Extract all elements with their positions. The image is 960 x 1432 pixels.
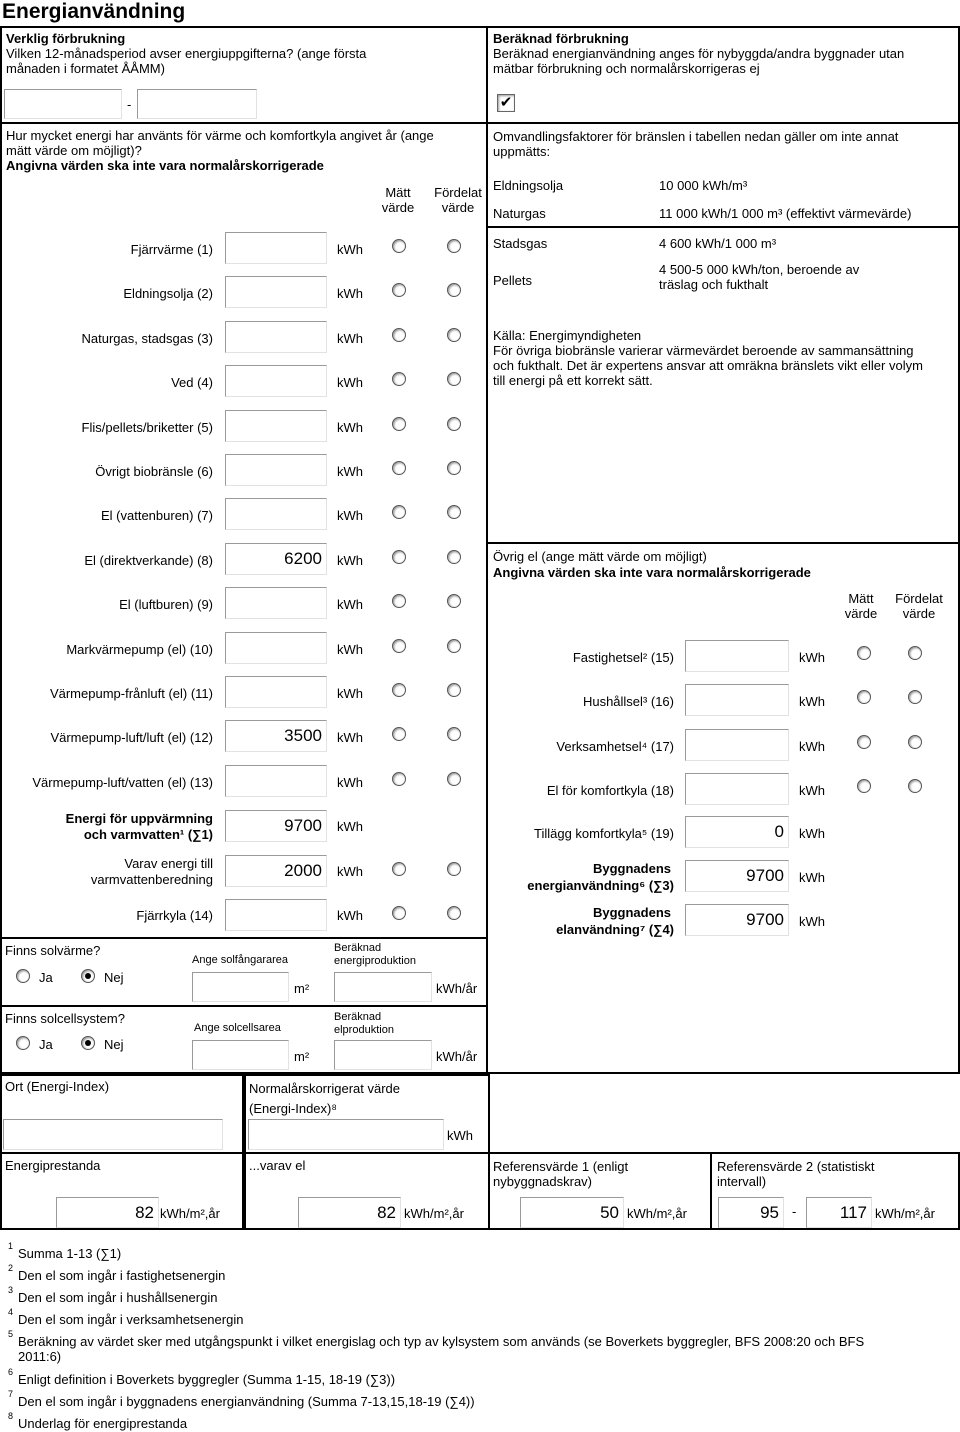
other-el-row-value[interactable] bbox=[685, 773, 789, 805]
sum1-label-line1: Energi för uppvärmning bbox=[65, 811, 213, 826]
solar-pv-area-label: Ange solcellsarea bbox=[194, 1022, 281, 1034]
footnote-number: 6 bbox=[8, 1367, 14, 1377]
comfort-add-value[interactable]: 0 bbox=[685, 816, 789, 848]
other-el-row-distributed-radio[interactable] bbox=[908, 779, 922, 793]
energy-row-unit: kWh bbox=[337, 642, 363, 657]
footnote-text: Beräkning av värdet sker med utgångspunkt i vilket energislag och typ av kylsystem som används (se Boverkets byggregler, BFS 2008:20 och BFS 2011:6) bbox=[18, 1334, 865, 1364]
other-el-row-measured-radio[interactable] bbox=[857, 779, 871, 793]
energy-row-label: El (direktverkande) (8) bbox=[84, 553, 213, 568]
page-title: Energianvändning bbox=[2, 0, 186, 23]
energy-row-unit: kWh bbox=[337, 508, 363, 523]
footnote-text: Den el som ingår i hushållsenergin bbox=[18, 1290, 218, 1305]
el-label: ...varav el bbox=[249, 1158, 306, 1173]
sum3-unit: kWh bbox=[799, 870, 825, 885]
solar-thermal-prod-label: Beräknad energiproduktion bbox=[334, 942, 416, 967]
energy-row-measured-radio[interactable] bbox=[392, 417, 406, 431]
ref2-dash: - bbox=[792, 1204, 797, 1219]
footnote bbox=[8, 1411, 188, 1431]
other-el-row-unit: kWh bbox=[799, 783, 825, 798]
factor-value-naturalgas: 11 000 kWh/1 000 m³ (effektivt värmevärde) bbox=[659, 206, 912, 221]
energy-row-value[interactable]: 6200 bbox=[225, 543, 327, 575]
footnote-text: Den el som ingår i byggnadens energianvändning (Summa 7-13,15,18-19 (∑4)) bbox=[18, 1394, 475, 1409]
sum1-unit: kWh bbox=[337, 819, 363, 834]
other-el-row-value[interactable] bbox=[685, 684, 789, 716]
period-question: Vilken 12-månadsperiod avser energiuppgifterna? (ange första månaden i formatet ÅÅMM) bbox=[6, 46, 367, 76]
energy-row-distributed-radio[interactable] bbox=[447, 505, 461, 519]
energy-row-measured-radio[interactable] bbox=[392, 328, 406, 342]
energy-row-unit: kWh bbox=[337, 375, 363, 390]
energy-note: Angivna värden ska inte vara normalårskorrigerade bbox=[6, 158, 324, 173]
hotwater-distributed-radio[interactable] bbox=[447, 862, 461, 876]
energy-row-label: Markvärmepump (el) (10) bbox=[66, 642, 213, 657]
other-el-row-measured-radio[interactable] bbox=[857, 690, 871, 704]
solar-thermal-yes-label: Ja bbox=[39, 970, 53, 985]
footnote-number: 5 bbox=[8, 1329, 14, 1339]
solar-pv-yes-radio[interactable] bbox=[16, 1036, 30, 1050]
other-el-row-value[interactable] bbox=[685, 640, 789, 672]
col-measured-header: Mätt värde bbox=[381, 185, 415, 215]
hotwater-unit: kWh bbox=[337, 864, 363, 879]
sum4-unit: kWh bbox=[799, 914, 825, 929]
sum1-label-line2: och varmvatten¹ (∑1) bbox=[83, 827, 213, 842]
factors-source: Källa: Energimyndigheten bbox=[493, 328, 642, 343]
header-divider bbox=[0, 122, 960, 124]
energy-row-label: Fjärrvärme (1) bbox=[130, 242, 213, 257]
solar-thermal-area-unit: m² bbox=[294, 981, 310, 996]
energy-question: Hur mycket energi har använts för värme och komfortkyla angivet år (ange mätt värde om möjligt)? bbox=[6, 128, 434, 158]
other-el-row-label: Hushållsel³ (16) bbox=[582, 694, 674, 709]
energy-row-value[interactable] bbox=[225, 676, 327, 708]
footnote-text: Den el som ingår i fastighetsenergin bbox=[18, 1268, 226, 1283]
other-el-row-distributed-radio[interactable] bbox=[908, 735, 922, 749]
energy-row-unit: kWh bbox=[337, 420, 363, 435]
energy-row-distributed-radio[interactable] bbox=[447, 639, 461, 653]
col-distributed-header: Fördelat värde bbox=[434, 185, 482, 215]
solar-pv-area-input[interactable] bbox=[192, 1040, 289, 1070]
energy-row-label: Övrigt biobränsle (6) bbox=[95, 464, 213, 479]
factor-value-oil: 10 000 kWh/m³ bbox=[659, 178, 748, 193]
performance-label: Energiprestanda bbox=[5, 1158, 101, 1173]
footnote-number: 7 bbox=[8, 1389, 14, 1399]
energy-row-label: Flis/pellets/briketter (5) bbox=[81, 420, 213, 435]
energy-row-value[interactable] bbox=[225, 632, 327, 664]
energy-row-label: Värmepump-frånluft (el) (11) bbox=[49, 686, 213, 701]
other-el-row-label: Verksamhetsel⁴ (17) bbox=[556, 739, 674, 754]
other-el-row-label: El för komfortkyla (18) bbox=[546, 783, 674, 798]
normal-year-label: Normalårskorrigerat värde (Energi-Index)⁸ bbox=[249, 1081, 400, 1116]
energy-row-measured-radio[interactable] bbox=[392, 505, 406, 519]
footnote-text: Underlag för energiprestanda bbox=[18, 1416, 188, 1431]
sum4-label-line2: elanvändning⁷ (∑4) bbox=[556, 922, 674, 937]
ref1-label: Referensvärde 1 (enligt nybyggnadskrav) bbox=[493, 1159, 629, 1189]
location-input[interactable] bbox=[3, 1119, 223, 1150]
energy-row-value[interactable] bbox=[225, 765, 327, 797]
factor-fuel-naturalgas: Naturgas bbox=[493, 206, 546, 221]
energy-row-distributed-radio[interactable] bbox=[447, 239, 461, 253]
other-el-row-measured-radio[interactable] bbox=[857, 735, 871, 749]
footnote-number: 1 bbox=[8, 1241, 14, 1251]
solar-thermal-area-label: Ange solfångararea bbox=[192, 954, 289, 966]
calculated-description: Beräknad energianvändning anges för nybyggda/andra byggnader utan mätbar förbrukning och normalårskorrigeras ej bbox=[493, 46, 905, 76]
energy-row-distributed-radio[interactable] bbox=[447, 594, 461, 608]
energy-row-value[interactable] bbox=[225, 410, 327, 442]
comfort-add-unit: kWh bbox=[799, 826, 825, 841]
other-el-row-label: Fastighetsel² (15) bbox=[572, 650, 674, 665]
ref1-value[interactable]: 50 bbox=[520, 1197, 624, 1228]
district-cooling-unit: kWh bbox=[337, 908, 363, 923]
normal-year-input[interactable] bbox=[248, 1119, 444, 1150]
footnote-text: Den el som ingår i verksamhetsenergin bbox=[18, 1312, 244, 1327]
energy-row-distributed-radio[interactable] bbox=[447, 461, 461, 475]
other-el-heading: Övrig el (ange mätt värde om möjligt) bbox=[493, 549, 707, 564]
energy-row-label: Eldningsolja (2) bbox=[123, 286, 213, 301]
energy-row-distributed-radio[interactable] bbox=[447, 550, 461, 564]
sum3-label-line1: Byggnadens bbox=[592, 861, 671, 876]
solar-pv-prod-label: Beräknad elproduktion bbox=[334, 1011, 394, 1036]
other-el-col-measured: Mätt värde bbox=[844, 591, 878, 621]
period-from-input[interactable] bbox=[4, 89, 122, 119]
energy-row-value[interactable] bbox=[225, 454, 327, 486]
energy-row-unit: kWh bbox=[337, 553, 363, 568]
energy-row-value[interactable]: 3500 bbox=[225, 720, 327, 752]
period-to-input[interactable] bbox=[137, 89, 257, 119]
sum3-label-line2: energianvändning⁶ (∑3) bbox=[527, 878, 674, 893]
sum4-value[interactable]: 9700 bbox=[685, 904, 789, 936]
district-cooling-value[interactable] bbox=[225, 899, 327, 931]
factor-value-pellets: 4 500-5 000 kWh/ton, beroende av träslag och fukthalt bbox=[659, 262, 860, 292]
el-unit: kWh/m²,år bbox=[404, 1206, 464, 1221]
energy-row-value[interactable] bbox=[225, 321, 327, 353]
solar-pv-no-label: Nej bbox=[104, 1037, 124, 1052]
solar-thermal-prod-unit: kWh/år bbox=[436, 981, 478, 996]
solar-thermal-no-label: Nej bbox=[104, 970, 124, 985]
other-el-row-value[interactable] bbox=[685, 729, 789, 761]
factor-fuel-pellets: Pellets bbox=[493, 273, 533, 288]
ref2-unit: kWh/m²,år bbox=[875, 1206, 935, 1221]
footnote bbox=[8, 1263, 226, 1283]
hotwater-label-line2: varmvattenberedning bbox=[90, 872, 213, 887]
footnote bbox=[8, 1329, 888, 1364]
calculated-checkbox[interactable]: ✔ bbox=[497, 94, 515, 112]
performance-value[interactable]: 82 bbox=[56, 1197, 159, 1228]
energy-row-measured-radio[interactable] bbox=[392, 683, 406, 697]
footnote bbox=[8, 1389, 475, 1409]
energy-row-label: Naturgas, stadsgas (3) bbox=[81, 331, 213, 346]
hotwater-value[interactable]: 2000 bbox=[225, 855, 327, 887]
solar-thermal-area-input[interactable] bbox=[192, 972, 289, 1002]
other-el-divider bbox=[486, 542, 960, 544]
energy-row-unit: kWh bbox=[337, 775, 363, 790]
hotwater-measured-radio[interactable] bbox=[392, 862, 406, 876]
district-cooling-label: Fjärrkyla (14) bbox=[136, 908, 213, 923]
solar-pv-yes-label: Ja bbox=[39, 1037, 53, 1052]
energy-row-distributed-radio[interactable] bbox=[447, 772, 461, 786]
factor-fuel-towngas: Stadsgas bbox=[493, 236, 548, 251]
footnote-number: 2 bbox=[8, 1263, 14, 1273]
ref2-to[interactable]: 117 bbox=[806, 1197, 872, 1228]
energy-row-unit: kWh bbox=[337, 242, 363, 257]
energy-row-value[interactable] bbox=[225, 365, 327, 397]
solar-thermal-yes-radio[interactable] bbox=[16, 969, 30, 983]
footnote-text: Enligt definition i Boverkets byggregler (Summa 1-15, 18-19 (∑3)) bbox=[18, 1372, 396, 1387]
energy-row-distributed-radio[interactable] bbox=[447, 372, 461, 386]
factors-intro: Omvandlingsfaktorer för bränslen i tabellen nedan gäller om inte annat uppmätts: bbox=[493, 129, 899, 159]
other-el-row-unit: kWh bbox=[799, 694, 825, 709]
el-value[interactable]: 82 bbox=[298, 1197, 401, 1228]
calculated-heading: Beräknad förbrukning bbox=[493, 31, 629, 46]
energy-row-label: El (vattenburen) (7) bbox=[101, 508, 213, 523]
district-cooling-measured-radio[interactable] bbox=[392, 906, 406, 920]
energy-row-label: Värmepump-luft/vatten (el) (13) bbox=[32, 775, 213, 790]
footnote bbox=[8, 1285, 218, 1305]
energy-row-unit: kWh bbox=[337, 286, 363, 301]
energy-row-measured-radio[interactable] bbox=[392, 239, 406, 253]
energy-row-unit: kWh bbox=[337, 730, 363, 745]
district-cooling-distributed-radio[interactable] bbox=[447, 906, 461, 920]
energy-row-distributed-radio[interactable] bbox=[447, 283, 461, 297]
sum3-value[interactable]: 9700 bbox=[685, 860, 789, 892]
footnote-number: 3 bbox=[8, 1285, 14, 1295]
sum1-value[interactable]: 9700 bbox=[225, 810, 327, 842]
other-el-note: Angivna värden ska inte vara normalårskorrigerade bbox=[493, 565, 811, 580]
energy-row-value[interactable] bbox=[225, 498, 327, 530]
energy-row-measured-radio[interactable] bbox=[392, 727, 406, 741]
performance-unit: kWh/m²,år bbox=[160, 1206, 220, 1221]
footnote-text: Summa 1-13 (∑1) bbox=[18, 1246, 122, 1261]
energy-row-value[interactable] bbox=[225, 587, 327, 619]
energy-row-distributed-radio[interactable] bbox=[447, 727, 461, 741]
location-label: Ort (Energi-Index) bbox=[5, 1079, 110, 1094]
energy-row-distributed-radio[interactable] bbox=[447, 328, 461, 342]
comfort-add-label: Tillägg komfortkyla⁵ (19) bbox=[533, 826, 674, 841]
sum4-label-line1: Byggnadens bbox=[592, 905, 671, 920]
solar-thermal-question: Finns solvärme? bbox=[5, 943, 101, 958]
energy-row-label: Ved (4) bbox=[171, 375, 213, 390]
other-el-row-distributed-radio[interactable] bbox=[908, 646, 922, 660]
solar-divider bbox=[0, 937, 488, 939]
footnote bbox=[8, 1307, 244, 1327]
energy-row-unit: kWh bbox=[337, 331, 363, 346]
energy-row-measured-radio[interactable] bbox=[392, 461, 406, 475]
energy-row-unit: kWh bbox=[337, 597, 363, 612]
factors-note: För övriga biobränsle varierar värmevärdet beroende av sammansättning och fukthalt. Det är expertens ansvar att omräkna bränslets vikt eller volym till energi på ett korrekt sätt. bbox=[493, 343, 923, 388]
factor-fuel-oil: Eldningsolja bbox=[493, 178, 564, 193]
ref1-unit: kWh/m²,år bbox=[627, 1206, 687, 1221]
solar-pv-area-unit: m² bbox=[294, 1049, 310, 1064]
energy-row-measured-radio[interactable] bbox=[392, 772, 406, 786]
energy-row-unit: kWh bbox=[337, 686, 363, 701]
hotwater-label-line1: Varav energi till bbox=[124, 856, 213, 871]
solar-thermal-prod-input[interactable] bbox=[334, 972, 432, 1002]
footnote bbox=[8, 1367, 396, 1387]
factors-divider bbox=[486, 226, 960, 228]
energy-row-value[interactable] bbox=[225, 276, 327, 308]
other-el-col-distributed: Fördelat värde bbox=[895, 591, 943, 621]
footnote bbox=[8, 1241, 122, 1261]
solar-pv-prod-unit: kWh/år bbox=[436, 1049, 478, 1064]
footnote-number: 4 bbox=[8, 1307, 14, 1317]
footnote-number: 8 bbox=[8, 1411, 14, 1421]
energy-row-measured-radio[interactable] bbox=[392, 550, 406, 564]
ref2-from[interactable]: 95 bbox=[718, 1197, 784, 1228]
energy-row-unit: kWh bbox=[337, 464, 363, 479]
other-el-row-unit: kWh bbox=[799, 739, 825, 754]
energy-row-measured-radio[interactable] bbox=[392, 372, 406, 386]
other-el-row-distributed-radio[interactable] bbox=[908, 690, 922, 704]
period-dash: - bbox=[127, 97, 132, 112]
energy-row-distributed-radio[interactable] bbox=[447, 417, 461, 431]
solar-pv-prod-input[interactable] bbox=[334, 1040, 432, 1070]
energy-row-label: El (luftburen) (9) bbox=[119, 597, 213, 612]
solar-thermal-no-radio[interactable] bbox=[81, 969, 95, 983]
factor-value-towngas: 4 600 kWh/1 000 m³ bbox=[659, 236, 777, 251]
normal-year-unit: kWh bbox=[447, 1128, 473, 1143]
solar-pv-divider bbox=[0, 1005, 488, 1007]
other-el-row-measured-radio[interactable] bbox=[857, 646, 871, 660]
energy-row-measured-radio[interactable] bbox=[392, 594, 406, 608]
solar-pv-no-radio[interactable] bbox=[81, 1036, 95, 1050]
energy-row-measured-radio[interactable] bbox=[392, 639, 406, 653]
measured-heading: Verklig förbrukning bbox=[6, 31, 126, 46]
ref2-label: Referensvärde 2 (statistiskt intervall) bbox=[717, 1159, 875, 1189]
solar-pv-question: Finns solcellsystem? bbox=[5, 1011, 125, 1026]
energy-row-label: Värmepump-luft/luft (el) (12) bbox=[50, 730, 213, 745]
energy-row-distributed-radio[interactable] bbox=[447, 683, 461, 697]
other-el-row-unit: kWh bbox=[799, 650, 825, 665]
energy-row-measured-radio[interactable] bbox=[392, 283, 406, 297]
energy-row-value[interactable] bbox=[225, 232, 327, 264]
